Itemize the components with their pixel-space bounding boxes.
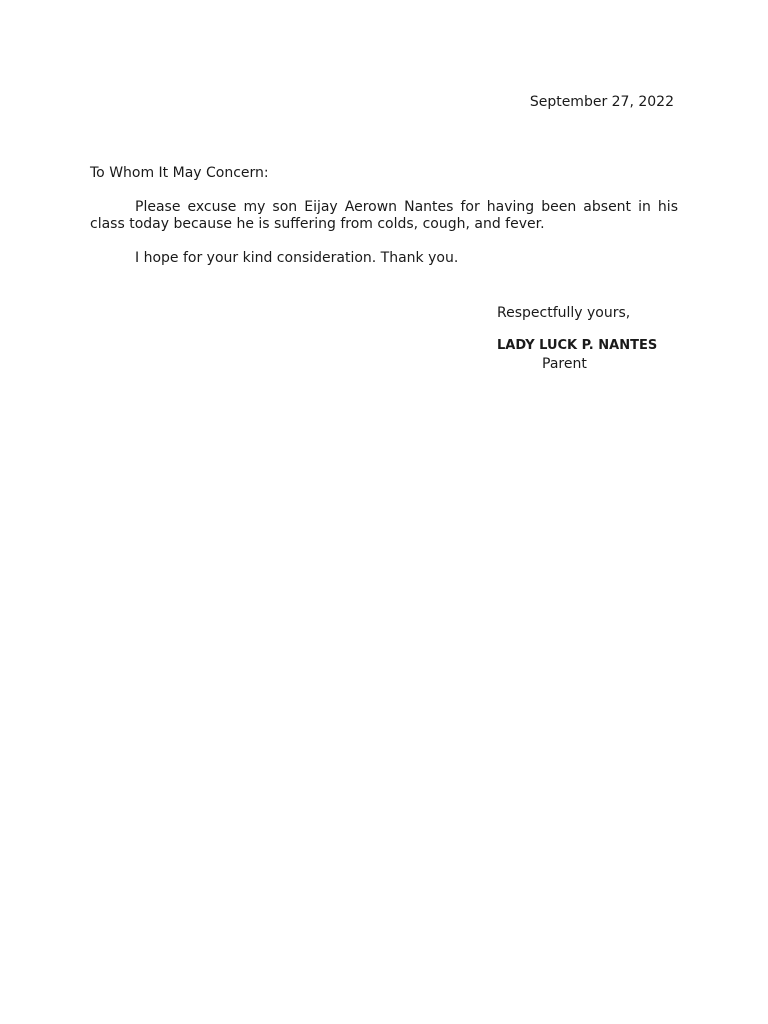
- letter-closing: Respectfully yours,: [497, 305, 631, 321]
- letter-body-paragraph-1: Please excuse my son Eijay Aerown Nantes for having been absent in his class today because he is suffering from colds, cough, and fever.: [90, 199, 678, 232]
- signer-name: LADY LUCK P. NANTES: [497, 338, 658, 353]
- signer-role: Parent: [542, 356, 587, 372]
- letter-salutation: To Whom It May Concern:: [90, 165, 269, 181]
- letter-body-paragraph-2: I hope for your kind consideration. Thank you.: [135, 250, 459, 266]
- letter-date: September 27, 2022: [529, 94, 674, 110]
